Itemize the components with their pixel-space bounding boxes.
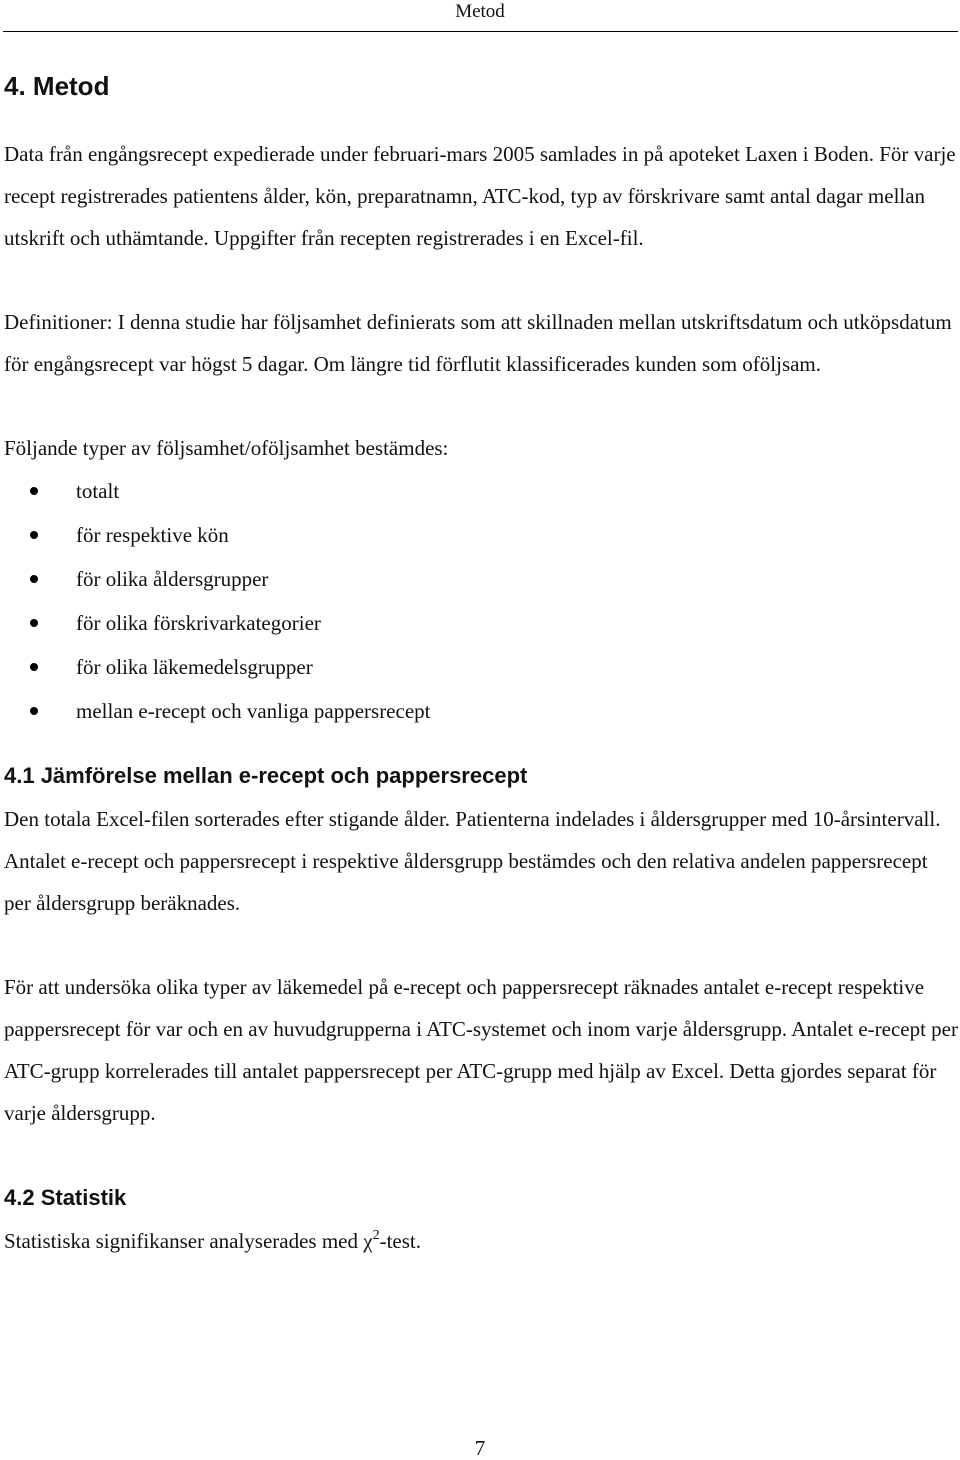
spacer bbox=[4, 1134, 958, 1176]
bullet-icon bbox=[30, 707, 38, 715]
bullet-icon bbox=[30, 487, 38, 495]
bullet-icon bbox=[30, 575, 38, 583]
list-item-text: för olika förskrivarkategorier bbox=[76, 611, 321, 635]
paragraph-statistics bbox=[4, 1220, 958, 1262]
document-body bbox=[4, 60, 958, 1262]
list-item bbox=[4, 557, 958, 601]
adherence-type-list bbox=[4, 469, 958, 733]
header-divider bbox=[3, 31, 958, 32]
spacer bbox=[4, 733, 958, 754]
list-item bbox=[4, 601, 958, 645]
statistics-text-end: -test. bbox=[379, 1229, 421, 1253]
spacer bbox=[4, 385, 958, 427]
list-item bbox=[4, 645, 958, 689]
chi-symbol: χ bbox=[363, 1229, 373, 1253]
list-item-text: totalt bbox=[76, 479, 120, 503]
list-item-text: för olika läkemedelsgrupper bbox=[76, 655, 313, 679]
section-heading-statistik: 4.2 Statistik bbox=[4, 1185, 127, 1210]
list-item-text: för olika åldersgrupper bbox=[76, 567, 269, 591]
spacer bbox=[4, 112, 958, 133]
spacer bbox=[4, 924, 958, 966]
list-item-text: för respektive kön bbox=[76, 523, 229, 547]
list-intro: Följande typer av följsamhet/oföljsamhet bestämdes: bbox=[4, 436, 449, 460]
section-heading-comparison: 4.1 Jämförelse mellan e-recept och pappersrecept bbox=[4, 763, 528, 788]
list-item bbox=[4, 513, 958, 557]
bullet-icon bbox=[30, 619, 38, 627]
chi-superscript: 2 bbox=[372, 1228, 380, 1243]
list-item bbox=[4, 689, 958, 733]
section-heading-metod: 4. Metod bbox=[4, 71, 110, 101]
spacer bbox=[4, 259, 958, 301]
paragraph-age-groups: Den totala Excel-filen sorterades efter stigande ålder. Patienterna indelades i åldersgrupper med 10-årsintervall. Antalet e-recept och pappersrecept i respektive åldersgrupp bestämdes och den relativa andelen pappersrecept per åldersgrupp beräknades. bbox=[4, 807, 941, 915]
bullet-icon bbox=[30, 663, 38, 671]
list-item-text: mellan e-recept och vanliga pappersrecept bbox=[76, 699, 431, 723]
page-number: 7 bbox=[474, 1436, 486, 1460]
paragraph-definitions: Definitioner: I denna studie har följsamhet definierats som att skillnaden mellan utskriftsdatum och utköpsdatum för engångsrecept var högst 5 dagar. Om längre tid förflutit klassificerades kunden som oföljsam. bbox=[4, 310, 952, 376]
bullet-icon bbox=[30, 531, 38, 539]
statistics-text: Statistiska signifikanser analyserades med bbox=[4, 1229, 364, 1253]
running-header: Metod bbox=[455, 1, 505, 22]
paragraph-atc-groups: För att undersöka olika typer av läkemedel på e-recept och pappersrecept räknades antalet e-recept respektive pappersrecept för var och en av huvudgrupperna i ATC-systemet och inom varje åldersgrupp. Antalet e-recept per ATC-grupp korrelerades till antalet pappersrecept per ATC-grupp med hjälp av Excel. Detta gjordes separat för varje åldersgrupp. bbox=[4, 975, 958, 1125]
paragraph-data-collection: Data från engångsrecept expedierade under februari-mars 2005 samlades in på apoteket Laxen i Boden. För varje recept registrerades patientens ålder, kön, preparatnamn, ATC-kod, typ av förskrivare samt antal dagar mellan utskrift och uthämtande. Uppgifter från recepten registrerades i en Excel-fil. bbox=[4, 142, 956, 250]
list-item bbox=[4, 469, 958, 513]
